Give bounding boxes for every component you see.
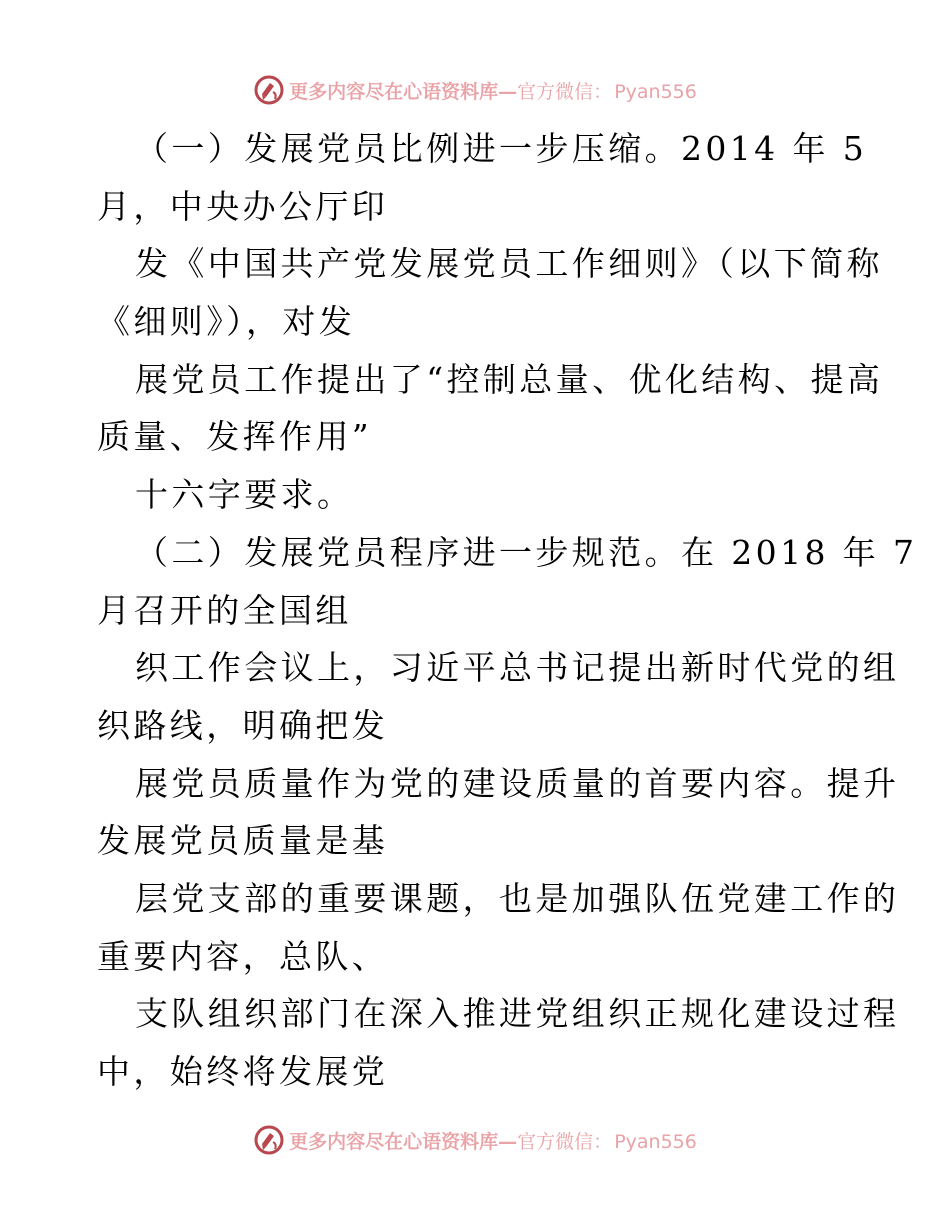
watermark-main: 更多内容尽在心语资料库 (289, 1130, 499, 1153)
text-line: 展党员质量作为党的建设质量的首要内容。提升 (135, 763, 900, 803)
text-line: 发展党员质量是基 (97, 821, 389, 861)
document-body (97, 120, 918, 1101)
logo-icon (253, 74, 285, 106)
text-line: 支队组织部门在深入推进党组织正规化建设过程 (135, 994, 900, 1034)
watermark-text (289, 1127, 697, 1154)
watermark-id: Pyan556 (614, 80, 697, 103)
watermark-id: Pyan556 (614, 1130, 697, 1153)
text-line: 十六字要求。 (135, 475, 354, 515)
text-line: （二）发展党员程序进一步规范。在 2018 年 7 (135, 532, 918, 572)
text-line: 《细则》），对发 (97, 302, 356, 342)
text-line: 中，始终将发展党 (97, 1052, 389, 1091)
logo-icon (253, 1124, 285, 1156)
watermark-dash: — (498, 1130, 518, 1153)
watermark-dash: — (498, 80, 518, 103)
header-watermark (0, 70, 950, 110)
text-line: 发《中国共产党发展党员工作细则》（以下简称 (135, 244, 883, 284)
text-line: 月召开的全国组 (97, 590, 352, 630)
watermark-sub: 官方微信： (517, 1130, 613, 1153)
text-line: 重要内容，总队、 (97, 936, 389, 976)
watermark-sub: 官方微信： (517, 80, 613, 103)
watermark-main: 更多内容尽在心语资料库 (289, 80, 499, 103)
text-line: 织工作会议上，习近平总书记提出新时代党的组 (135, 648, 900, 688)
text-line: （一）发展党员比例进一步压缩。2014 年 5 (135, 129, 868, 168)
text-line: 质量、发挥作用” (97, 417, 373, 457)
text-line: 月，中央办公厅印 (97, 186, 389, 226)
footer-watermark (0, 1120, 950, 1160)
text-line: 织路线，明确把发 (97, 705, 389, 745)
text-line: 展党员工作提出了“控制总量、优化结构、提高 (135, 359, 884, 399)
text-line: 层党支部的重要课题，也是加强队伍党建工作的 (135, 878, 900, 918)
watermark-text (289, 77, 697, 104)
